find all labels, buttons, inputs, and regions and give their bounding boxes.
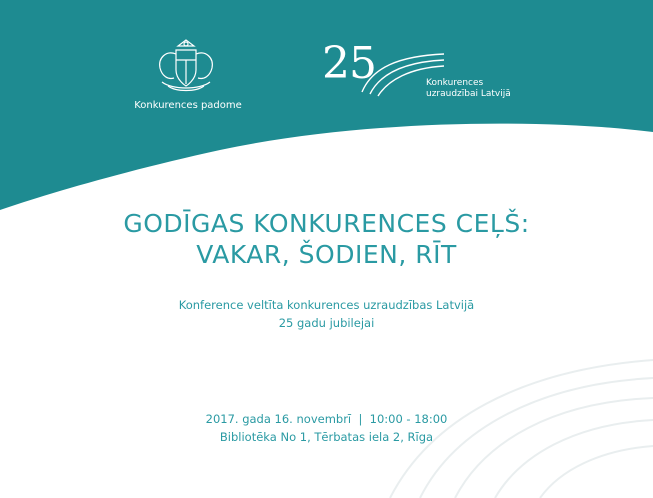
subtitle-line-1: Konference veltīta konkurences uzraudzības Latvijā	[178, 298, 475, 312]
anniversary-logo	[322, 40, 522, 100]
subtitle-line-2: 25 gadu jubilejai	[278, 316, 375, 330]
latvia-coat-of-arms-icon	[148, 36, 224, 96]
teal-header-shape	[0, 0, 653, 210]
event-info	[0, 410, 653, 446]
title-line-1: GODĪGAS KONKURENCES CEĻŠ:	[123, 209, 530, 238]
conference-subtitle	[0, 296, 653, 332]
event-location: Bibliotēka No 1, Tērbatas iela 2, Rīga	[219, 430, 434, 444]
anniversary-logo-line1: Konkurences	[426, 78, 484, 88]
organization-name: Konkurences padome	[134, 100, 242, 111]
title-line-2: VAKAR, ŠODIEN, RĪT	[196, 240, 457, 269]
page-title	[0, 208, 653, 270]
event-datetime: 2017. gada 16. novembrī | 10:00 - 18:00	[205, 412, 448, 426]
anniversary-number: 25	[322, 38, 376, 89]
anniversary-logo-line2: uzraudzībai Latvijā	[426, 89, 511, 99]
